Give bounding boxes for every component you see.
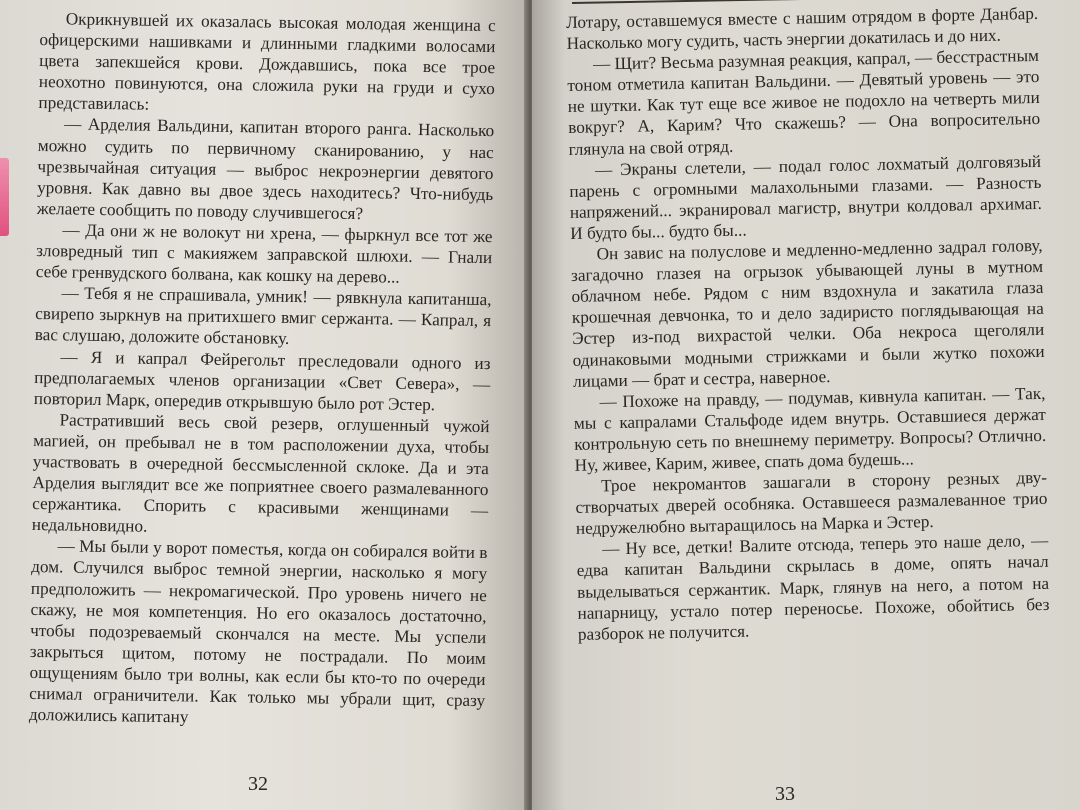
right-page	[532, 0, 1080, 810]
right-page-number: 33	[775, 783, 795, 805]
bookmark-tab	[0, 158, 9, 236]
paragraph: Лотару, оставшемуся вместе с нашим отрядом в форте Данбар. Насколько могу судить, часть энергии докатилась и до них.	[566, 3, 1039, 54]
paragraph: — Мы были у ворот поместья, когда он собирался войти в дом. Случился выброс темной энергии, насколько я могу предположить — некромагической. Про уровень ничего не скажу, не моя компетенция. Но его оказалось достаточно, чтобы подозреваемый скончался на месте. Мы успели закрыться щитом, потому не пострадали. По моим ощущениям было три волны, как если бы кто-то по очереди снимал ограничители. Как только мы убрали щит, сразу доложились капитану	[28, 536, 488, 727]
left-page	[0, 0, 528, 810]
paragraph: Он завис на полуслове и медленно-медленно задрал голову, загадочно глазея на огрызок убывающей луны в мутном облачном небе. Рядом с ним вздохнула и закатила глаза крошечная девчонка, то и дело задиристо поглядывающая на Эстер из-под вихрастой челки. Оба некроса щеголяли одинаковыми модными стрижками и были жутко похожи лицами — брат и сестра, наверное.	[570, 235, 1045, 391]
paragraph: — Арделия Вальдини, капитан второго ранга. Насколько можно судить по первичному сканированию, у нас чрезвычайная ситуация — выброс некроэнергии девятого уровня. Как давно вы двое здесь находитесь? Что-нибудь желаете сообщить по поводу случившегося?	[36, 114, 495, 223]
paragraph: — Я и капрал Фейрегольт преследовали одного из предполагаемых членов организации «Свет Севера», — повторил Марк, опередив открывшую было рот Эстер.	[33, 346, 491, 414]
right-page-text	[566, 3, 1050, 645]
header-rule	[572, 0, 1052, 3]
paragraph: — Да они ж не волокут ни хрена, — фыркнул все тот же зловредный тип с макияжем заправской шлюхи. — Гнали себе гренвудского болвана, как кошку на дерево...	[35, 220, 493, 287]
paragraph: — Щит? Весьма разумная реакция, капрал, — бесстрастным тоном отметила капитан Вальдини. — Девятый уровень — это не шутки. Как тут еще все живое не подохло на четверть мили вокруг? А, Карим? Что скажешь? — Она вопросительно глянула на свой отряд.	[567, 46, 1041, 159]
paragraph: — Ну все, детки! Валите отсюда, теперь это наше дело, — едва капитан Вальдини скрылась в доме, опять начал выделываться сержантик. Марк, глянув на него, а потом на напарницу, устало потер переносье. Похоже, обойтись без разборок не получится.	[576, 531, 1050, 644]
paragraph: — Тебя я не спрашивала, умник! — рявкнула капитанша, свирепо зыркнув на притихшего вмиг сержанта. — Капрал, я вас слушаю, доложите обстановку.	[34, 283, 492, 349]
paragraph: — Экраны слетели, — подал голос лохматый долговязый парень с огромными малахольными глазами. — Разность напряжений... экранировал магистр, внутри колдовал архимаг. И будто бы... будто бы...	[569, 151, 1042, 243]
paragraph: Растративший весь свой резерв, оглушенный чужой магией, он пребывал не в том расположении духа, чтобы участвовать в очередной бессмысленной склоке. Да и эта Арделия выглядит все же поприятнее своего размалеванного сержантика. Спорить с красивыми женщинами — недальновидно.	[31, 410, 490, 536]
paragraph: — Похоже на правду, — подумав, кивнула капитан. — Так, мы с капралами Стальфоде идем внутрь. Оставшиеся держат контрольную сеть по внешнему периметру. Вопросы? Отлично. Ну, живее, Карим, живее, спать дома будешь...	[573, 383, 1047, 475]
paragraph: Трое некромантов зашагали в сторону резных двустворчатых дверей особняка. Оставшееся размалеванное трио недружелюбно вытаращилось на Марка и Эстер.	[575, 467, 1048, 539]
left-page-number: 32	[248, 773, 268, 795]
paragraph: Окрикнувшей их оказалась высокая молодая женщина с офицерскими нашивками и длинными гладкими волосами цвета запекшейся крови. Дождавшись, пока все трое неохотно повинуются, она сложила руки на груди и сухо представилась:	[38, 9, 496, 115]
left-page-text	[29, 8, 496, 732]
